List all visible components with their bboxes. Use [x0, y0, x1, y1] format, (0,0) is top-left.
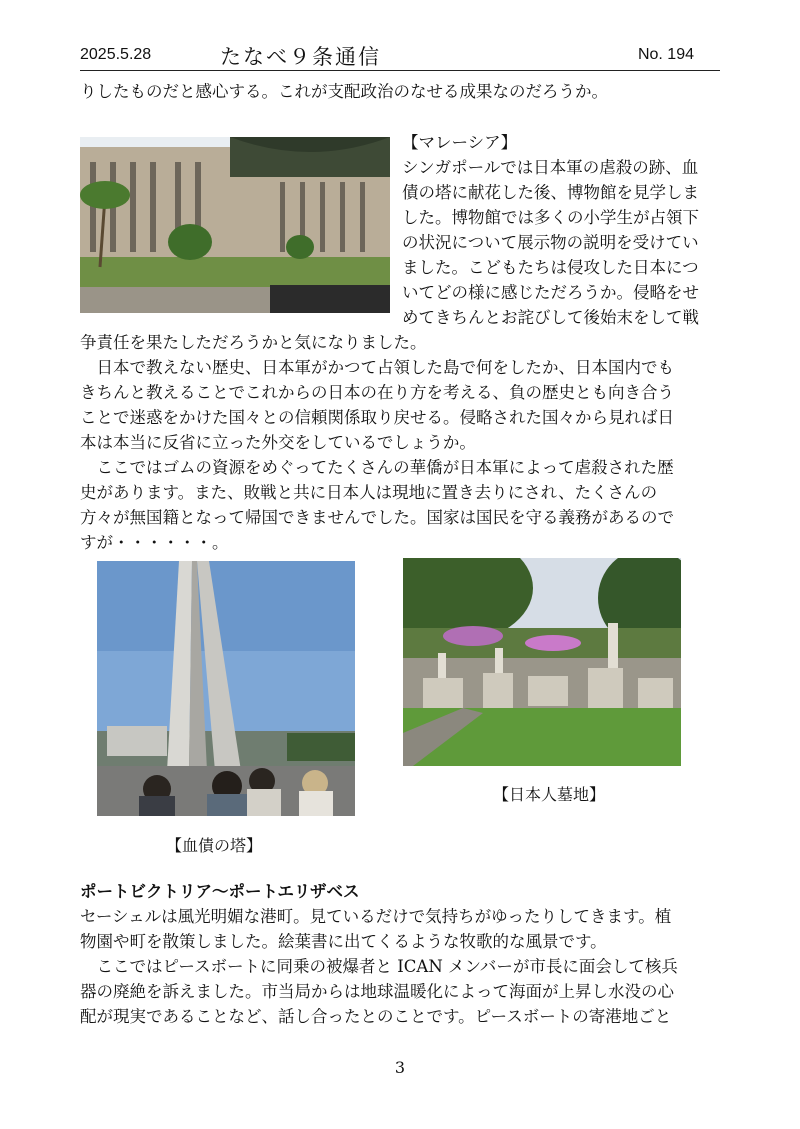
- text-line: すが・・・・・・。: [80, 533, 229, 552]
- newsletter-header: [80, 44, 720, 71]
- text-line: 物園や町を散策しました。絵葉書に出てくるような牧歌的な風景です。: [80, 932, 607, 951]
- text-line: 史があります。また、敗戦と共に日本人は現地に置き去りにされ、たくさんの: [80, 483, 658, 502]
- text-line: 債の塔に献花した後、博物館を見学しま: [402, 183, 699, 202]
- text-line: 方々が無国籍となって帰国できませんでした。国家は国民を守る義務があるので: [80, 508, 674, 527]
- text-line: した。博物館では多くの小学生が占領下: [402, 208, 699, 227]
- text-line: の状況について展示物の説明を受けてい: [402, 233, 699, 252]
- seychelles-heading: ポートビクトリア～ポートエリザベス: [80, 882, 360, 901]
- text-line: シンガポールでは日本軍の虐殺の跡、血: [402, 158, 699, 177]
- newsletter-title: たなべ９条通信: [220, 45, 381, 69]
- malaysia-body-text: [80, 330, 674, 555]
- text-line: 配が現実であることなど、話し合ったとのことです。ピースボートの寄港地ごと: [80, 1007, 672, 1026]
- tower-caption: 【血債の塔】: [166, 836, 263, 855]
- text-line: ここではピースボートに同乗の被爆者と ICAN メンバーが市長に面会して核兵: [80, 957, 678, 976]
- text-line: いてどの様に感じただろうか。侵略をせ: [402, 283, 699, 302]
- japanese-cemetery-photo: [403, 558, 681, 766]
- text-line: ました。こどもたちは侵攻した日本につ: [402, 258, 699, 277]
- malaysia-side-text: [402, 155, 699, 330]
- text-line: ことで迷惑をかけた国々との信頼関係取り戻せる。侵略された国々から見れば日: [80, 408, 674, 427]
- text-line: ここではゴムの資源をめぐってたくさんの華僑が日本軍によって虐殺された歴: [80, 458, 674, 477]
- text-line: きちんと教えることでこれからの日本の在り方を考える、負の歴史とも向き合う: [80, 383, 674, 402]
- cemetery-caption: 【日本人墓地】: [493, 785, 606, 804]
- seychelles-body-text: [80, 904, 678, 1029]
- issue-number: No. 194: [637, 46, 694, 63]
- text-line: 日本で教えない歴史、日本軍がかつて占領した島で何をしたか、日本国内でも: [80, 358, 674, 377]
- issue-date: 2025.5.28: [80, 46, 152, 63]
- malaysia-building-photo: [80, 137, 390, 313]
- malaysia-heading: 【マレーシア】: [402, 133, 518, 152]
- text-line: 争責任を果たしただろうかと気になりました。: [80, 333, 427, 352]
- text-line: セーシェルは風光明媚な港町。見ているだけで気持ちがゆったりしてきます。植: [80, 907, 672, 926]
- text-line: 本は本当に反省に立った外交をしているでしょうか。: [80, 433, 476, 452]
- text-line: 器の廃絶を訴えました。市当局からは地球温暖化によって海面が上昇し水没の心: [80, 982, 674, 1001]
- text-line: めてきちんとお詫びして後始末をして戦: [402, 308, 699, 327]
- intro-line: りしたものだと感心する。これが支配政治のなせる成果なのだろうか。: [80, 82, 608, 101]
- blood-debt-tower-photo: [97, 561, 355, 816]
- page-number: 3: [394, 1058, 406, 1077]
